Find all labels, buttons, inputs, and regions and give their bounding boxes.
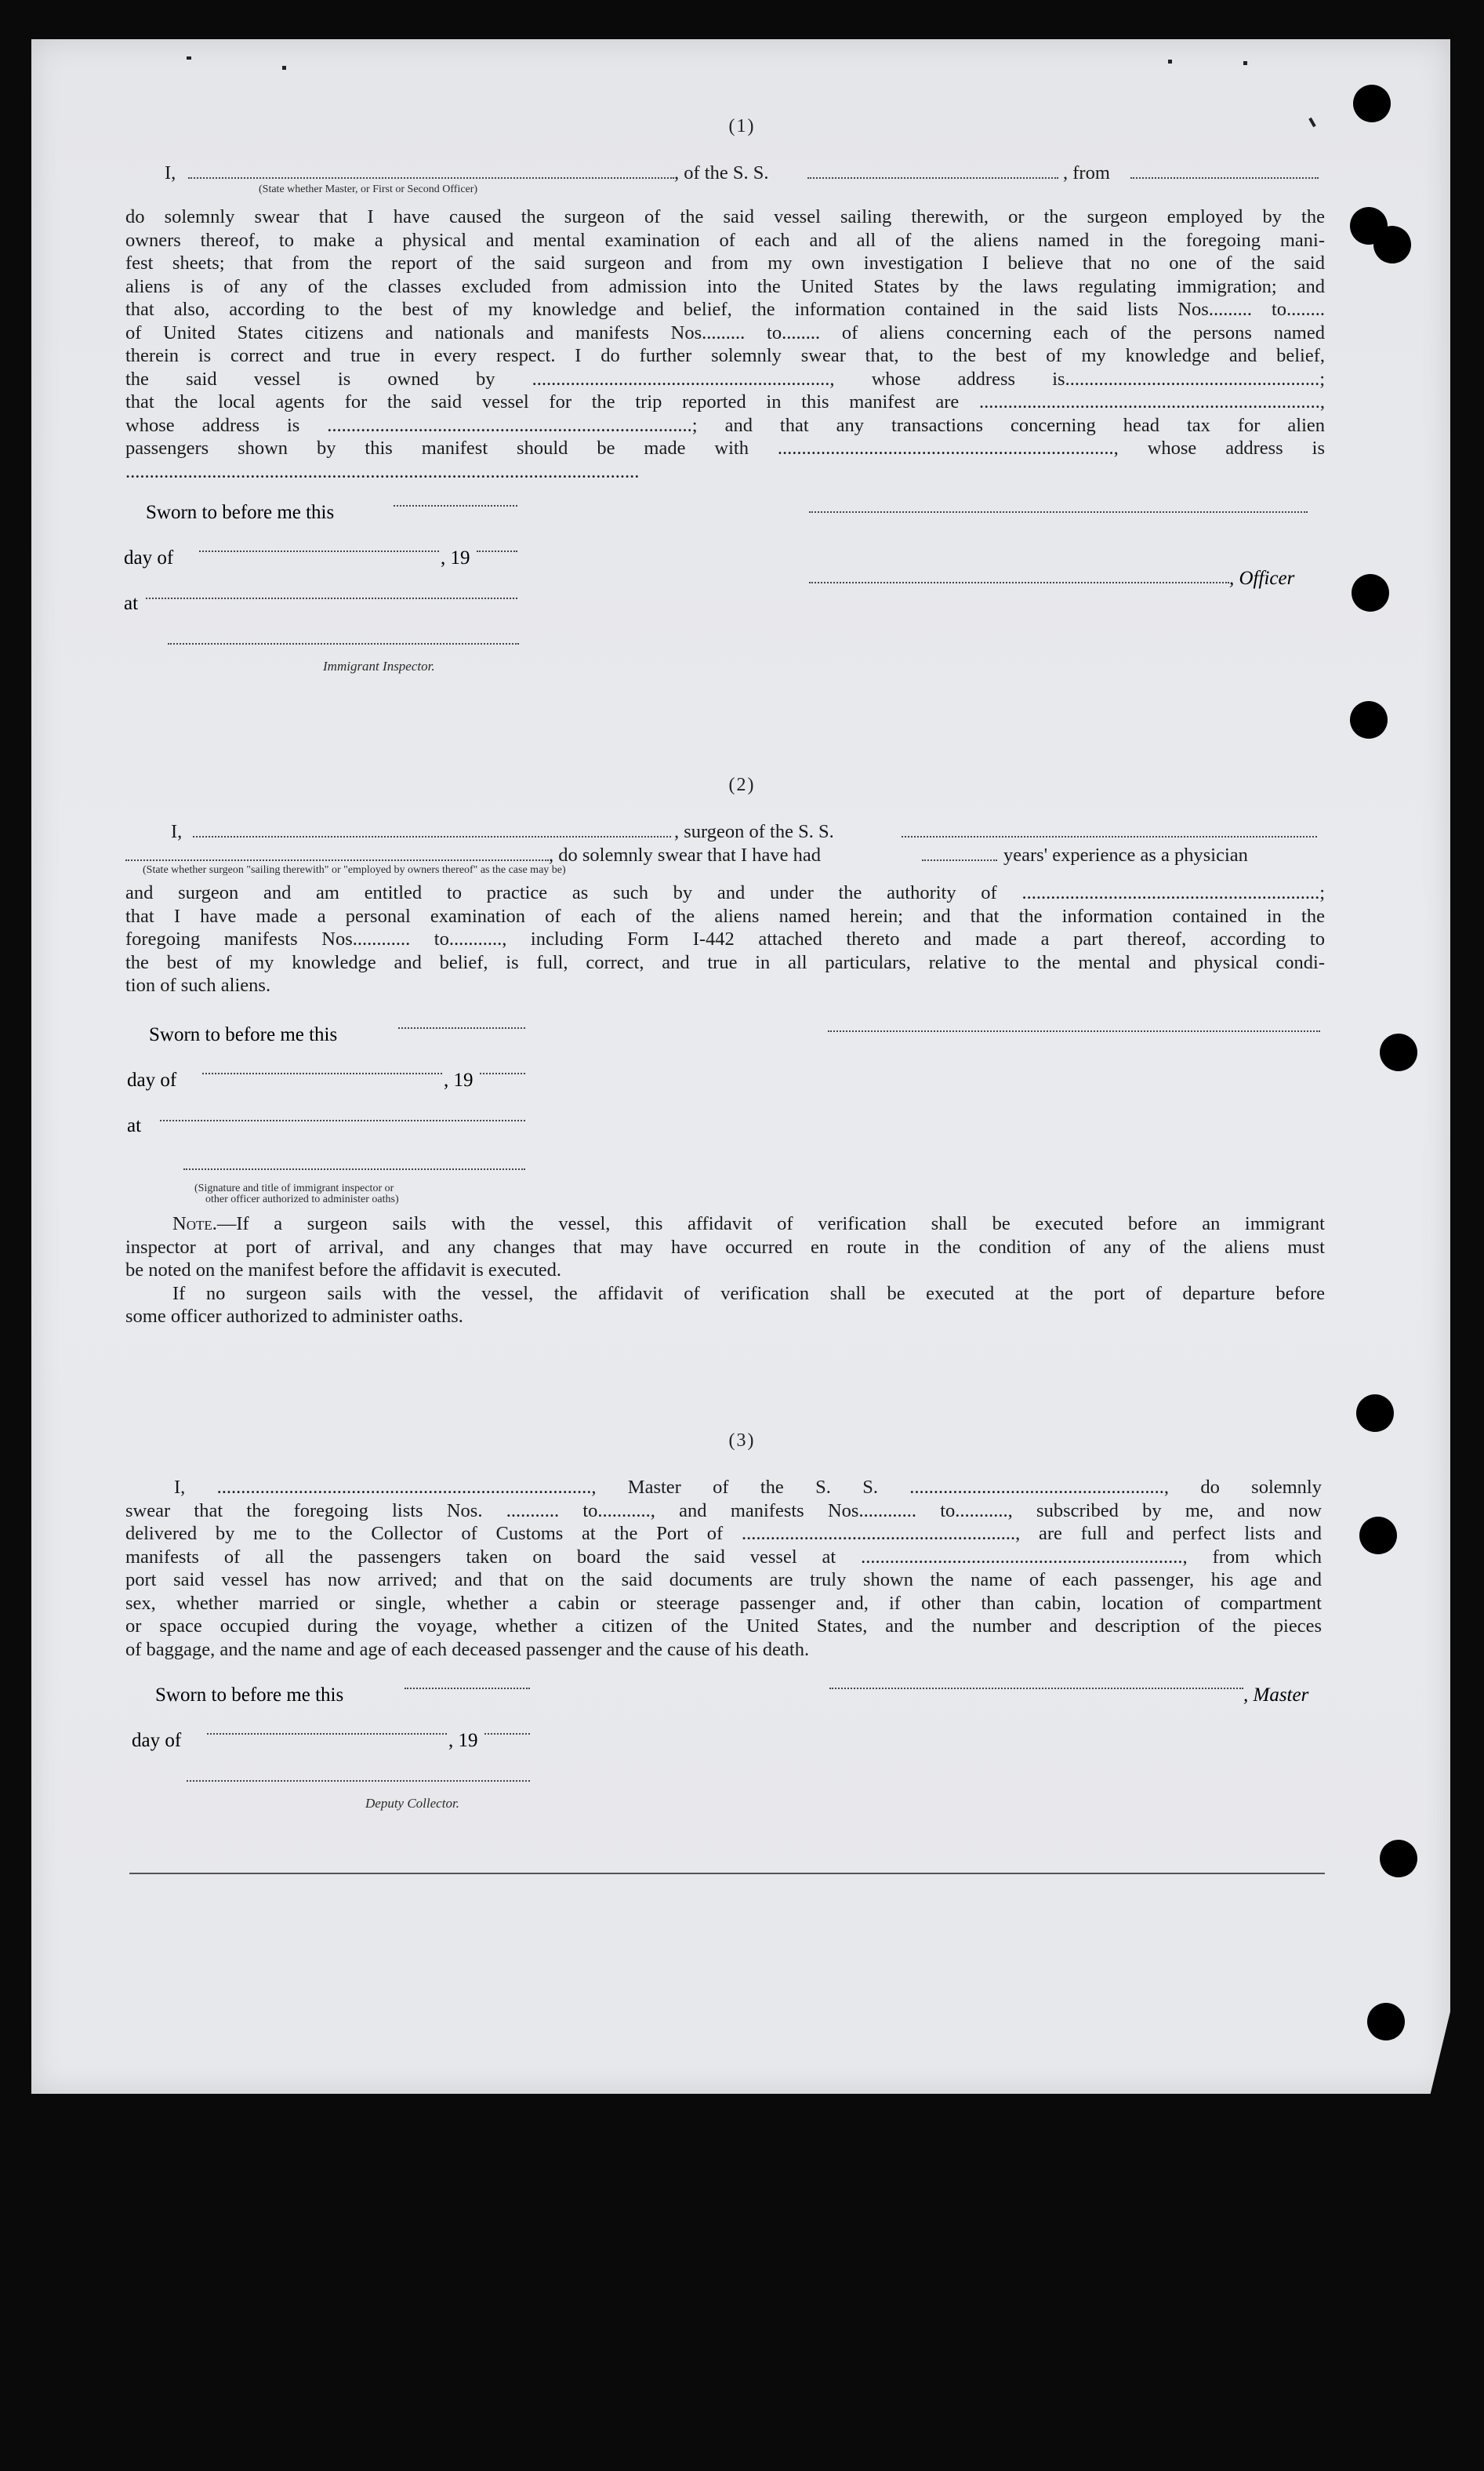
affidavit-2-number: (2): [728, 775, 756, 795]
immigrant-inspector-signature[interactable]: [168, 643, 519, 645]
signature-caption-line-2: other officer authorized to administer oaths): [205, 1194, 399, 1205]
affidavit-2-at-field[interactable]: [160, 1120, 525, 1121]
surgeon-signature-field[interactable]: [828, 1030, 1320, 1032]
affidavit-1-year-field[interactable]: [477, 551, 517, 552]
scan-speck: [1168, 60, 1172, 64]
body-line: fest sheets; that from the report of the said surgeon and from my own investigation I believe that no one of the said: [125, 253, 1325, 274]
affidavit-2-swear: , do solemnly swear that I have had: [549, 845, 821, 866]
affidavit-2-day-of: day of: [127, 1070, 177, 1091]
affidavit-2-caption: (State whether surgeon "sailing therewith" or "employed by owners thereof" as the case may be): [143, 864, 566, 876]
affidavit-1-day-field[interactable]: [199, 551, 439, 552]
scan-speck: [1243, 61, 1247, 65]
affidavit-3-body: [125, 1476, 1322, 1661]
body-line: foregoing manifests Nos............ to..........., including Form I-442 attached thereto and made a part thereof, according to: [125, 928, 1325, 950]
affidavit-2-year: , 19: [444, 1070, 474, 1091]
note-line: be noted on the manifest before the affidavit is executed.: [125, 1259, 562, 1281]
master-label: , Master: [1243, 1684, 1309, 1706]
affidavit-1-at: at: [124, 593, 139, 614]
affidavit-2-sworn: Sworn to before me this: [149, 1024, 338, 1045]
ship-name-field[interactable]: [807, 162, 1058, 179]
affidavit-2-experience: years' experience as a physician: [1003, 845, 1248, 866]
body-line: swear that the foregoing lists Nos. ........... to..........., and manifests Nos............ to..........., subscribed by me, and now: [125, 1499, 1322, 1521]
deputy-collector-label: Deputy Collector.: [365, 1796, 459, 1811]
surgeon-status-field[interactable]: [125, 844, 549, 861]
binder-hole: [1350, 701, 1388, 739]
master-signature-field[interactable]: [829, 1688, 1243, 1689]
affidavit-1-number: (1): [728, 116, 756, 136]
affidavit-2-ship-label: , surgeon of the S. S.: [674, 821, 834, 842]
affidavit-1-signature-line[interactable]: [809, 511, 1308, 513]
affidavit-1: [125, 162, 1325, 483]
note-text: —If a surgeon sails with the vessel, this affidavit of verification shall be executed before an immigrant: [216, 1213, 1325, 1234]
binder-hole: [1359, 1517, 1397, 1554]
affidavit-2-day-field[interactable]: [202, 1073, 442, 1074]
surgeon-name-field[interactable]: [193, 820, 671, 838]
officer-label: , Officer: [1229, 568, 1295, 589]
body-line: delivered by me to the Collector of Customs at the Port of ........................................................., are full and perfect lists and: [125, 1523, 1322, 1544]
affidavit-1-day-of: day of: [124, 547, 174, 569]
affidavit-1-first-line: [125, 162, 1325, 185]
surgeon-ship-field[interactable]: [902, 820, 1317, 838]
body-line: the said vessel is owned by .............................................................., whose address is.....................................................;: [125, 368, 1325, 390]
body-line: of United States citizens and nationals and manifests Nos......... to........ of aliens concerning each of the persons named: [125, 322, 1325, 343]
affidavit-2-i: I,: [171, 821, 183, 842]
body-line: of baggage, and the name and age of each deceased passenger and the cause of his death.: [125, 1638, 810, 1660]
body-line: passengers shown by this manifest should be made with ......................................................................, whose address is: [125, 438, 1325, 459]
deputy-collector-signature[interactable]: [187, 1780, 530, 1782]
bottom-rule: [129, 1873, 1325, 1874]
affidavit-1-body: [125, 205, 1325, 483]
affidavit-2-year-field[interactable]: [480, 1073, 525, 1074]
affidavit-1-ship-label: , of the S. S.: [674, 162, 769, 184]
body-line: ...........................................................................................................: [125, 460, 640, 482]
affidavit-1-from-label: , from: [1063, 162, 1110, 184]
body-line: owners thereof, to make a physical and mental examination of each and all of the aliens named in the foregoing mani-: [125, 229, 1325, 251]
affidavit-1-sworn: Sworn to before me this: [146, 502, 335, 523]
binder-hole: [1352, 574, 1389, 612]
note-label: Note.: [172, 1213, 217, 1234]
scan-speck: [187, 56, 191, 60]
note-line: If no surgeon sails with the vessel, the affidavit of verification shall be executed at the port of departure before: [172, 1282, 1325, 1304]
affidavit-3-number: (3): [728, 1430, 756, 1451]
affidavit-2-first-line: [125, 820, 1325, 844]
affidavit-1-caption: (State whether Master, or First or Second Officer): [259, 184, 478, 195]
affidavit-3-day-field[interactable]: [207, 1733, 447, 1735]
immigrant-inspector-label: Immigrant Inspector.: [323, 659, 435, 674]
body-line: that also, according to the best of my knowledge and belief, the information contained in the said lists Nos......... to........: [125, 299, 1325, 320]
affidavit-2-at: at: [127, 1115, 142, 1136]
affidavit-3-year-field[interactable]: [484, 1733, 530, 1735]
affidavit-1-sworn-date-field[interactable]: [394, 505, 517, 507]
body-line: manifests of all the passengers taken on board the said vessel at ..................................................................., from which: [125, 1546, 1322, 1568]
binder-hole: [1380, 1840, 1417, 1877]
body-line: tion of such aliens.: [125, 975, 271, 996]
affidavit-2-sworn-date-field[interactable]: [398, 1027, 525, 1029]
affidavit-2-note: [125, 1212, 1325, 1328]
binder-hole: [1373, 226, 1411, 263]
affidavit-3-year: , 19: [448, 1730, 478, 1751]
note-line: [125, 1212, 1325, 1236]
body-line: aliens is of any of the classes excluded from admission into the United States by the laws regulating immigration; and: [125, 275, 1325, 297]
body-line: or space occupied during the voyage, whether a citizen of the United States, and the number and description of the pieces: [125, 1615, 1322, 1637]
affidavit-3-day-of: day of: [132, 1730, 182, 1751]
binder-hole: [1380, 1034, 1417, 1071]
body-line: therein is correct and true in every respect. I do further solemnly swear that, to the best of my knowledge and belief,: [125, 345, 1325, 366]
years-experience-field[interactable]: [922, 844, 997, 861]
body-line: do solemnly swear that I have caused the surgeon of the said vessel sailing therewith, or the surgeon employed by the: [125, 206, 1325, 227]
signature-caption-line-1: (Signature and title of immigrant inspector or: [194, 1183, 394, 1194]
body-line: I, .............................................................................., Master of the S. S. ....................................................., do solemnly: [174, 1477, 1322, 1498]
body-line: whose address is ............................................................................; and that any transactions concerning head tax for alien: [125, 414, 1325, 436]
officer-signature-field[interactable]: [809, 582, 1229, 583]
body-line: sex, whether married or single, whether a cabin or steerage passenger and, if other than cabin, location of compartment: [125, 1592, 1322, 1614]
affidavit-3-sworn: Sworn to before me this: [155, 1684, 344, 1706]
body-line: the best of my knowledge and belief, is full, correct, and true in all particulars, relative to the mental and physical condi-: [125, 951, 1325, 973]
inspector-or-officer-signature[interactable]: [183, 1168, 525, 1170]
affidavit-2-body: [125, 881, 1325, 997]
affidavit-1-year: , 19: [441, 547, 470, 569]
body-line: port said vessel has now arrived; and that on the said documents are truly shown the name of each passenger, his age and: [125, 1569, 1322, 1590]
note-line: inspector at port of arrival, and any changes that may have occurred en route in the condition of any of the aliens must: [125, 1236, 1325, 1258]
body-line: that the local agents for the said vessel for the trip reported in this manifest are .......................................................................,: [125, 391, 1325, 412]
from-port-field[interactable]: [1130, 162, 1319, 179]
body-line: that I have made a personal examination of each of the aliens named herein; and that the information contained in the: [125, 905, 1325, 927]
officer-name-field[interactable]: [188, 162, 674, 179]
scan-speck: [282, 66, 286, 70]
affidavit-2-second-line: [125, 844, 1325, 867]
affidavit-1-at-field[interactable]: [146, 598, 517, 599]
body-line: and surgeon and am entitled to practice as such by and under the authority of ..............................................................;: [125, 882, 1325, 903]
binder-hole: [1367, 2003, 1405, 2040]
affidavit-1-i: I,: [165, 162, 176, 184]
note-line: some officer authorized to administer oaths.: [125, 1306, 463, 1327]
binder-hole: [1356, 1394, 1394, 1432]
affidavit-3-sworn-date-field[interactable]: [405, 1688, 530, 1689]
affidavit-3: [125, 1476, 1322, 1661]
affidavit-2: [125, 820, 1325, 997]
